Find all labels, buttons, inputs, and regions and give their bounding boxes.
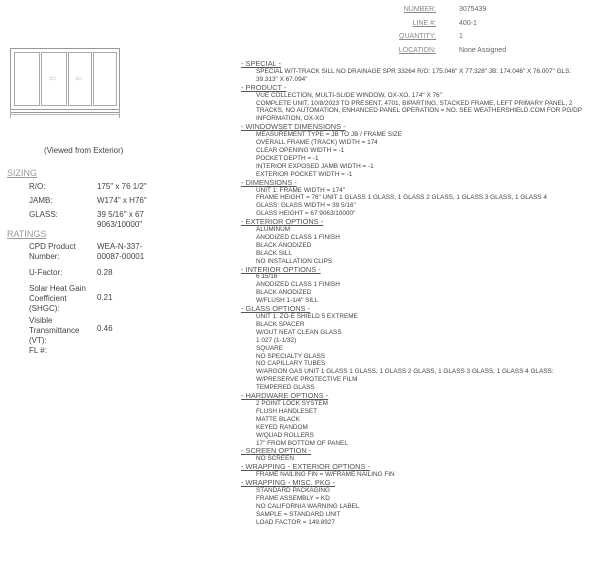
ufactor-value: 0.28: [97, 268, 113, 277]
jamb-label: JAMB:: [29, 196, 53, 205]
option-line: 2 POINT LOCK SYSTEM: [256, 399, 328, 407]
option-line: FRAME ASSEMBLY = KD: [256, 494, 330, 502]
location-label: LOCATION:: [398, 46, 436, 54]
option-line: COMPLETE UNIT, 10/8/2023 TO PRESENT, 4701, BIPARTING, STACKED FRAME, LEFT PRIMARY PANEL, 2 TRACKS, NO AUTOMATION, ENHANCED PANEL OPERATION = NO. SEE WEATHERSHIELD.COM FOR PG/DP INFORMATION, OX-XO: [256, 99, 584, 123]
section-title: - WINDOWSET DIMENSIONS -: [241, 122, 346, 132]
option-line: OVERALL FRAME (TRACK) WIDTH = 174: [256, 139, 378, 147]
section-heading: [241, 123, 586, 131]
window-panel: [41, 52, 67, 106]
jamb-value: W174" x H76": [97, 196, 147, 205]
glass-label: GLASS:: [29, 210, 58, 219]
option-line: UNIT 1: FRAME WIDTH = 174": [256, 186, 345, 194]
option-line: GLASS HEIGHT = 67 9063/10000": [256, 210, 356, 218]
section-title: - PRODUCT -: [241, 82, 287, 92]
section-title: - GLASS OPTIONS -: [241, 304, 310, 314]
option-line: MEASUREMENT TYPE = JB TO JB / FRAME SIZE: [256, 131, 403, 139]
option-line: UNIT 1: ZO-E SHIELD 5 EXTREME: [256, 313, 358, 320]
window-elevation-drawing: [10, 48, 120, 110]
option-line: 17" FROM BOTTOM OF PANEL: [256, 439, 348, 447]
glass-value: 39 5/16" x 67 9063/10000": [97, 210, 144, 229]
option-line: W/FLUSH 1-1/4" SILL: [256, 297, 319, 305]
option-line: W/QUAD ROLLERS: [256, 431, 314, 439]
ufactor-label: U-Factor:: [29, 268, 63, 277]
section-heading: [241, 266, 586, 274]
vt-value: 0.46: [97, 324, 113, 333]
vt-label: Visible Transmittance (VT):: [29, 316, 80, 345]
option-line: GLASS: GLASS WIDTH = 39 5/16": [256, 202, 356, 210]
section-title: - SCREEN OPTION -: [241, 446, 312, 456]
option-line: NO SPECIALTY GLASS: [256, 352, 326, 360]
option-line: INTERIOR EXPOSED JAMB WIDTH = -1: [256, 162, 374, 170]
section-title: - INTERIOR OPTIONS -: [241, 264, 321, 274]
option-line: SQUARE: [256, 344, 283, 352]
section-heading: [241, 218, 586, 226]
option-line: W/OUT NEAT CLEAN GLASS: [256, 328, 342, 336]
option-line: MATTE BLACK: [256, 415, 300, 423]
option-line: CLEAR OPENING WIDTH = -1: [256, 146, 345, 154]
dimension-tick: [119, 108, 120, 118]
quantity-row: [380, 30, 580, 44]
option-line: BLACK SILL: [256, 249, 292, 257]
option-line: BLACK ANODIZED: [256, 241, 312, 249]
shgc-value: 0.21: [97, 293, 113, 302]
option-line: EXTERIOR POCKET WIDTH = -1: [256, 170, 353, 178]
window-panel: [14, 52, 40, 106]
line-label: LINE #:: [412, 19, 436, 27]
option-line: SPECIAL W/T-TRACK SILL NO DRAINAGE SPR 33264 R/O: 175.046" X 77.328" JB: 174.046" X 76.007" GLS: 39.313" X 67.094": [256, 67, 573, 83]
number-row: [380, 3, 580, 17]
cpd-value: WEA-N-337-00087-00001: [97, 242, 145, 261]
section-heading: [241, 179, 586, 187]
section-heading: [241, 447, 586, 455]
option-line: 1 027 (1-1/32): [256, 336, 297, 344]
fl-label: FL #:: [29, 346, 47, 355]
section-heading: [241, 479, 586, 487]
ratings-heading: RATINGS: [7, 229, 47, 239]
quantity-label: QUANTITY:: [399, 33, 436, 41]
option-line: FRAME HEIGHT = 76" UNIT 1 GLASS 1 GLASS, 1 GLASS 2 GLASS, 1 GLASS 3 GLASS, 1 GLASS 4: [256, 194, 547, 202]
cpd-label: CPD Product Number:: [29, 242, 76, 261]
drawing-caption: (Viewed from Exterior): [44, 146, 124, 155]
section-title: - SPECIAL -: [241, 59, 281, 68]
section-title: - HARDWARE OPTIONS -: [241, 391, 329, 401]
section-title: - WRAPPING - EXTERIOR OPTIONS -: [241, 462, 370, 472]
option-line: ANODIZED CLASS 1 FINISH: [256, 233, 340, 241]
section-heading: [241, 463, 586, 471]
option-line: LOAD FACTOR = 149.8927: [256, 518, 335, 526]
option-line: BLACK SPACER: [256, 320, 305, 328]
section-heading: [241, 392, 586, 400]
option-line: BLACK ANODIZED: [256, 289, 312, 297]
sizing-heading: SIZING: [7, 168, 38, 178]
sill-line: [10, 112, 120, 115]
option-line: NO SCREEN: [256, 455, 294, 463]
option-line: NO CALIFORNIA WARNING LABEL: [256, 502, 360, 510]
option-line: TEMPERED GLASS: [256, 384, 315, 392]
shgc-label: Solar Heat Gain Coefficient (SHGC):: [29, 284, 86, 313]
location-row: [380, 44, 580, 58]
options-list: [241, 60, 586, 526]
section-heading: [241, 60, 586, 68]
section-heading: [241, 305, 586, 313]
option-line: NO INSTALLATION CLIPS: [256, 257, 333, 265]
ro-label: R/O:: [29, 182, 46, 191]
section-title: - WRAPPING - MISC. PKG -: [241, 478, 336, 488]
option-line: KEYED RANDOM: [256, 423, 308, 431]
section-heading: [241, 84, 586, 92]
section-title: - DIMENSIONS -: [241, 177, 297, 187]
dimension-tick: [10, 108, 11, 118]
number-label: NUMBER:: [403, 6, 436, 13]
window-panel: [68, 52, 92, 106]
slide-arrow-icon: ⇦: [75, 74, 82, 83]
line-row: [380, 17, 580, 31]
order-header: [380, 3, 580, 57]
option-line: 6 15/16: [256, 273, 278, 281]
slide-arrow-icon: ⇦: [49, 74, 56, 83]
option-line: SAMPLE = STANDARD UNIT: [256, 510, 341, 518]
line-value: 400-1: [459, 19, 477, 27]
option-line: FRAME NAILING FIN = W/FRAME NAILING FIN: [256, 471, 395, 479]
ro-value: 175" x 76 1/2": [97, 182, 147, 191]
option-line: ANODIZED CLASS 1 FINISH: [256, 281, 340, 289]
option-line: W/ARGON GAS UNIT 1 GLASS 1 GLASS, 1 GLASS 2 GLASS, 1 GLASS 3 GLASS, 1 GLASS 4 GLASS: W/PRESERVE PROTECTIVE FILM: [256, 368, 556, 384]
window-panel: [93, 52, 117, 106]
option-line: VUE COLLECTION, MULTI-SLIDE WINDOW, OX-XO, 174" X 76": [256, 91, 442, 99]
option-line: STANDARD PACKAGING: [256, 486, 330, 494]
option-line: ALUMINUM: [256, 226, 291, 234]
location-value: None Assigned: [459, 46, 507, 54]
quantity-value: 1: [459, 33, 463, 41]
option-line: POCKET DEPTH = -1: [256, 154, 319, 162]
option-line: NO CAPILLARY TUBES: [256, 360, 326, 368]
option-line: FLUSH HANDLESET: [256, 407, 318, 415]
section-title: - EXTERIOR OPTIONS -: [241, 217, 324, 227]
number-value: 3075439: [459, 6, 487, 13]
